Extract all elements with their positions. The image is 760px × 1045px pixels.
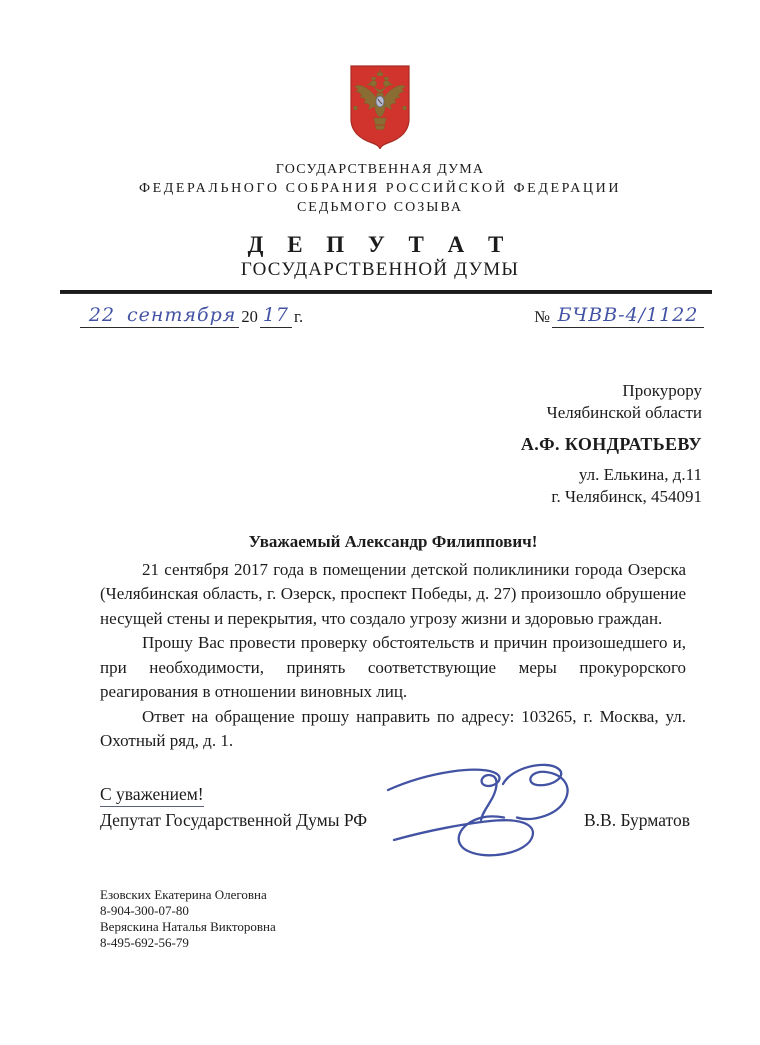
paragraph-3: Ответ на обращение прошу направить по адресу: 103265, г. Москва, ул. Охотный ряд, д. 1.: [100, 706, 686, 750]
closing-phrase: С уважением!: [100, 784, 204, 807]
document-title: [0, 231, 760, 281]
paragraph-2: Прошу Вас провести проверку обстоятельств и причин произошедшего и, при необходимости, принять соответствующие меры прокурорского реагирования в отношении виновных лиц.: [100, 633, 686, 701]
salutation: Уважаемый Александр Филиппович!: [248, 532, 538, 551]
handwritten-month: сентября: [127, 304, 237, 326]
date-century: 20: [241, 307, 258, 326]
contact-name-2: Веряскина Наталья Викторовна: [100, 918, 276, 934]
contact-phone-1: 8-904-300-07-80: [100, 902, 189, 918]
paragraph-1: 21 сентября 2017 года в помещении детской поликлиники города Озерска (Челябинская область, г. Озерск, проспект Победы, д. 27) произошло обрушение несущей стены и перекрытия, что создало угрозу жизни и здоровью граждан.: [100, 559, 686, 628]
handwritten-year: 17: [262, 304, 290, 326]
number-label: №: [534, 307, 550, 326]
org-line-1: ГОСУДАРСТВЕННАЯ ДУМА: [275, 162, 485, 177]
letterhead: [0, 160, 760, 217]
signature-block: [100, 784, 690, 831]
handwritten-number: БЧВВ-4/1122: [557, 304, 699, 326]
letter-body: [100, 530, 686, 754]
date-day-blank: [80, 304, 124, 328]
number-field: [532, 304, 704, 328]
emblem-container: [0, 0, 760, 149]
signer-position: Депутат Государственной Думы РФ: [100, 809, 368, 830]
footer-contacts: [100, 887, 760, 951]
date-number-row: [80, 304, 704, 328]
recipient-title: Прокурору: [622, 381, 702, 400]
header-divider: [60, 290, 712, 294]
org-line-3: СЕДЬМОГО СОЗЫВА: [296, 200, 464, 215]
signature-row: [100, 810, 690, 831]
signer-name: В.В. Бурматов: [583, 809, 690, 830]
recipient-block: [0, 380, 702, 508]
number-blank: [552, 304, 704, 328]
recipient-name: А.Ф. КОНДРАТЬЕВУ: [520, 434, 702, 454]
date-month-blank: [124, 304, 239, 328]
contact-name-1: Езовских Екатерина Олеговна: [100, 886, 267, 902]
date-year-blank: [260, 304, 292, 328]
title-duma: ГОСУДАРСТВЕННОЙ ДУМЫ: [240, 259, 520, 280]
title-deputy: Д Е П У Т А Т: [247, 232, 513, 257]
recipient-address-street: ул. Елькина, д.11: [578, 465, 702, 484]
recipient-address-city: г. Челябинск, 454091: [551, 487, 702, 506]
contact-phone-2: 8-495-692-56-79: [100, 934, 189, 950]
org-line-2: ФЕДЕРАЛЬНОГО СОБРАНИЯ РОССИЙСКОЙ ФЕДЕРАЦИИ: [138, 181, 622, 196]
handwritten-day: 22: [88, 304, 116, 326]
recipient-region: Челябинской области: [546, 403, 702, 422]
russian-coat-of-arms-icon: [348, 63, 412, 149]
date-suffix: г.: [294, 307, 304, 326]
date-field: [80, 304, 305, 328]
